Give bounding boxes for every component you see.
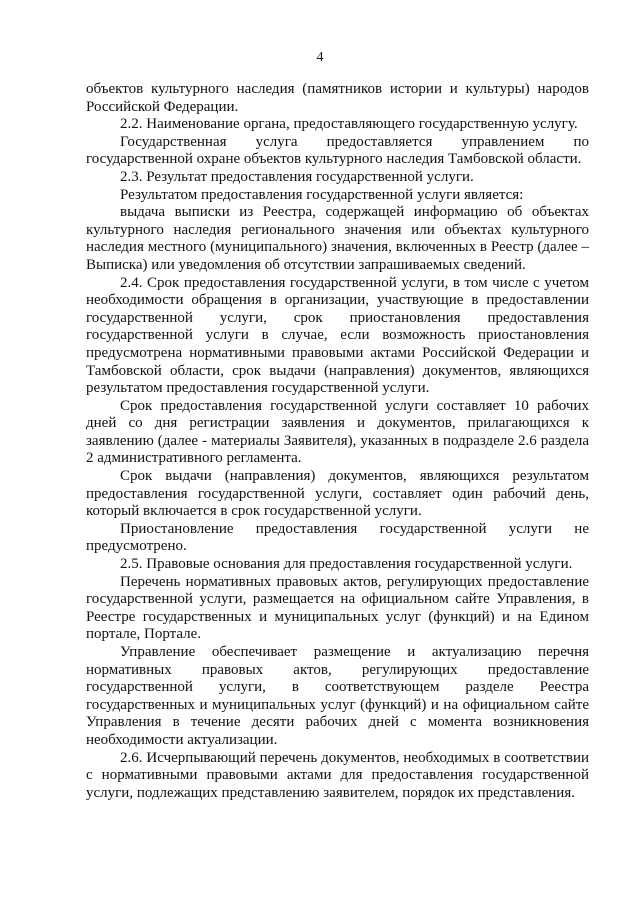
- paragraph: Управление обеспечивает размещение и актуализацию перечня нормативных правовых актов, регулирующих предоставление государственной услуги, в соответствующем разделе Реестра государственных и муниципальных услуг (функций) и на официальном сайте Управления в течение десяти рабочих дней с момента возникновения необходимости актуализации.: [86, 644, 589, 748]
- paragraph-continuation: объектов культурного наследия (памятников истории и культуры) народов Российской Федерации.: [86, 81, 589, 115]
- paragraph: Срок выдачи (направления) документов, являющихся результатом предоставления государственной услуги, составляет один рабочий день, который включается в срок государственной услуги.: [86, 468, 589, 520]
- section-heading-2-2: 2.2. Наименование органа, предоставляющего государственную услугу.: [120, 116, 578, 133]
- section-heading-2-5: 2.5. Правовые основания для предоставления государственной услуги.: [120, 556, 573, 573]
- paragraph: Приостановление предоставления государственной услуги не предусмотрено.: [86, 520, 589, 555]
- section-heading-2-6: 2.6. Исчерпывающий перечень документов, необходимых в соответствии с нормативными правовыми актами для предоставления государственной услуги, подлежащих представлению заявителем, порядок их представления.: [86, 749, 589, 801]
- section-heading-2-3: 2.3. Результат предоставления государственной услуги.: [120, 168, 474, 185]
- paragraph: Срок предоставления государственной услуги составляет 10 рабочих дней со дня регистрации заявления и документов, прилагающихся к заявлению (далее - материалы Заявителя), указанных в подразделе 2.6 раздела 2 административного регламента.: [86, 397, 589, 467]
- paragraph: Перечень нормативных правовых актов, регулирующих предоставление государственной услуги, размещается на официальном сайте Управления, в Реестре государственных и муниципальных услуг (функций) и на Едином портале, Портале.: [86, 573, 589, 643]
- section-heading-2-4: 2.4. Срок предоставления государственной услуги, в том числе с учетом необходимости обращения в организации, участвующие в предоставлении государственной услуги, срок приостановления предоставления государственной услуги в случае, если возможность приостановления предусмотрена нормативными правовыми актами Российской Федерации и Тамбовской области, срок выдачи (направления) документов, являющихся результатом предоставления государственной услуги.: [86, 274, 589, 397]
- paragraph: Государственная услуга предоставляется управлением по государственной охране объектов культурного наследия Тамбовской области.: [86, 133, 589, 168]
- document-body: [86, 81, 589, 802]
- paragraph: выдача выписки из Реестра, содержащей информацию об объектах культурного наследия регионального значения или объектах культурного наследия местного (муниципального) значения, включенных в Реестр (далее – Выписка) или уведомления об отсутствии запрашиваемых сведений.: [86, 204, 589, 273]
- paragraph: Результатом предоставления государственной услуги является:: [120, 186, 524, 203]
- page-number: 4: [316, 50, 324, 65]
